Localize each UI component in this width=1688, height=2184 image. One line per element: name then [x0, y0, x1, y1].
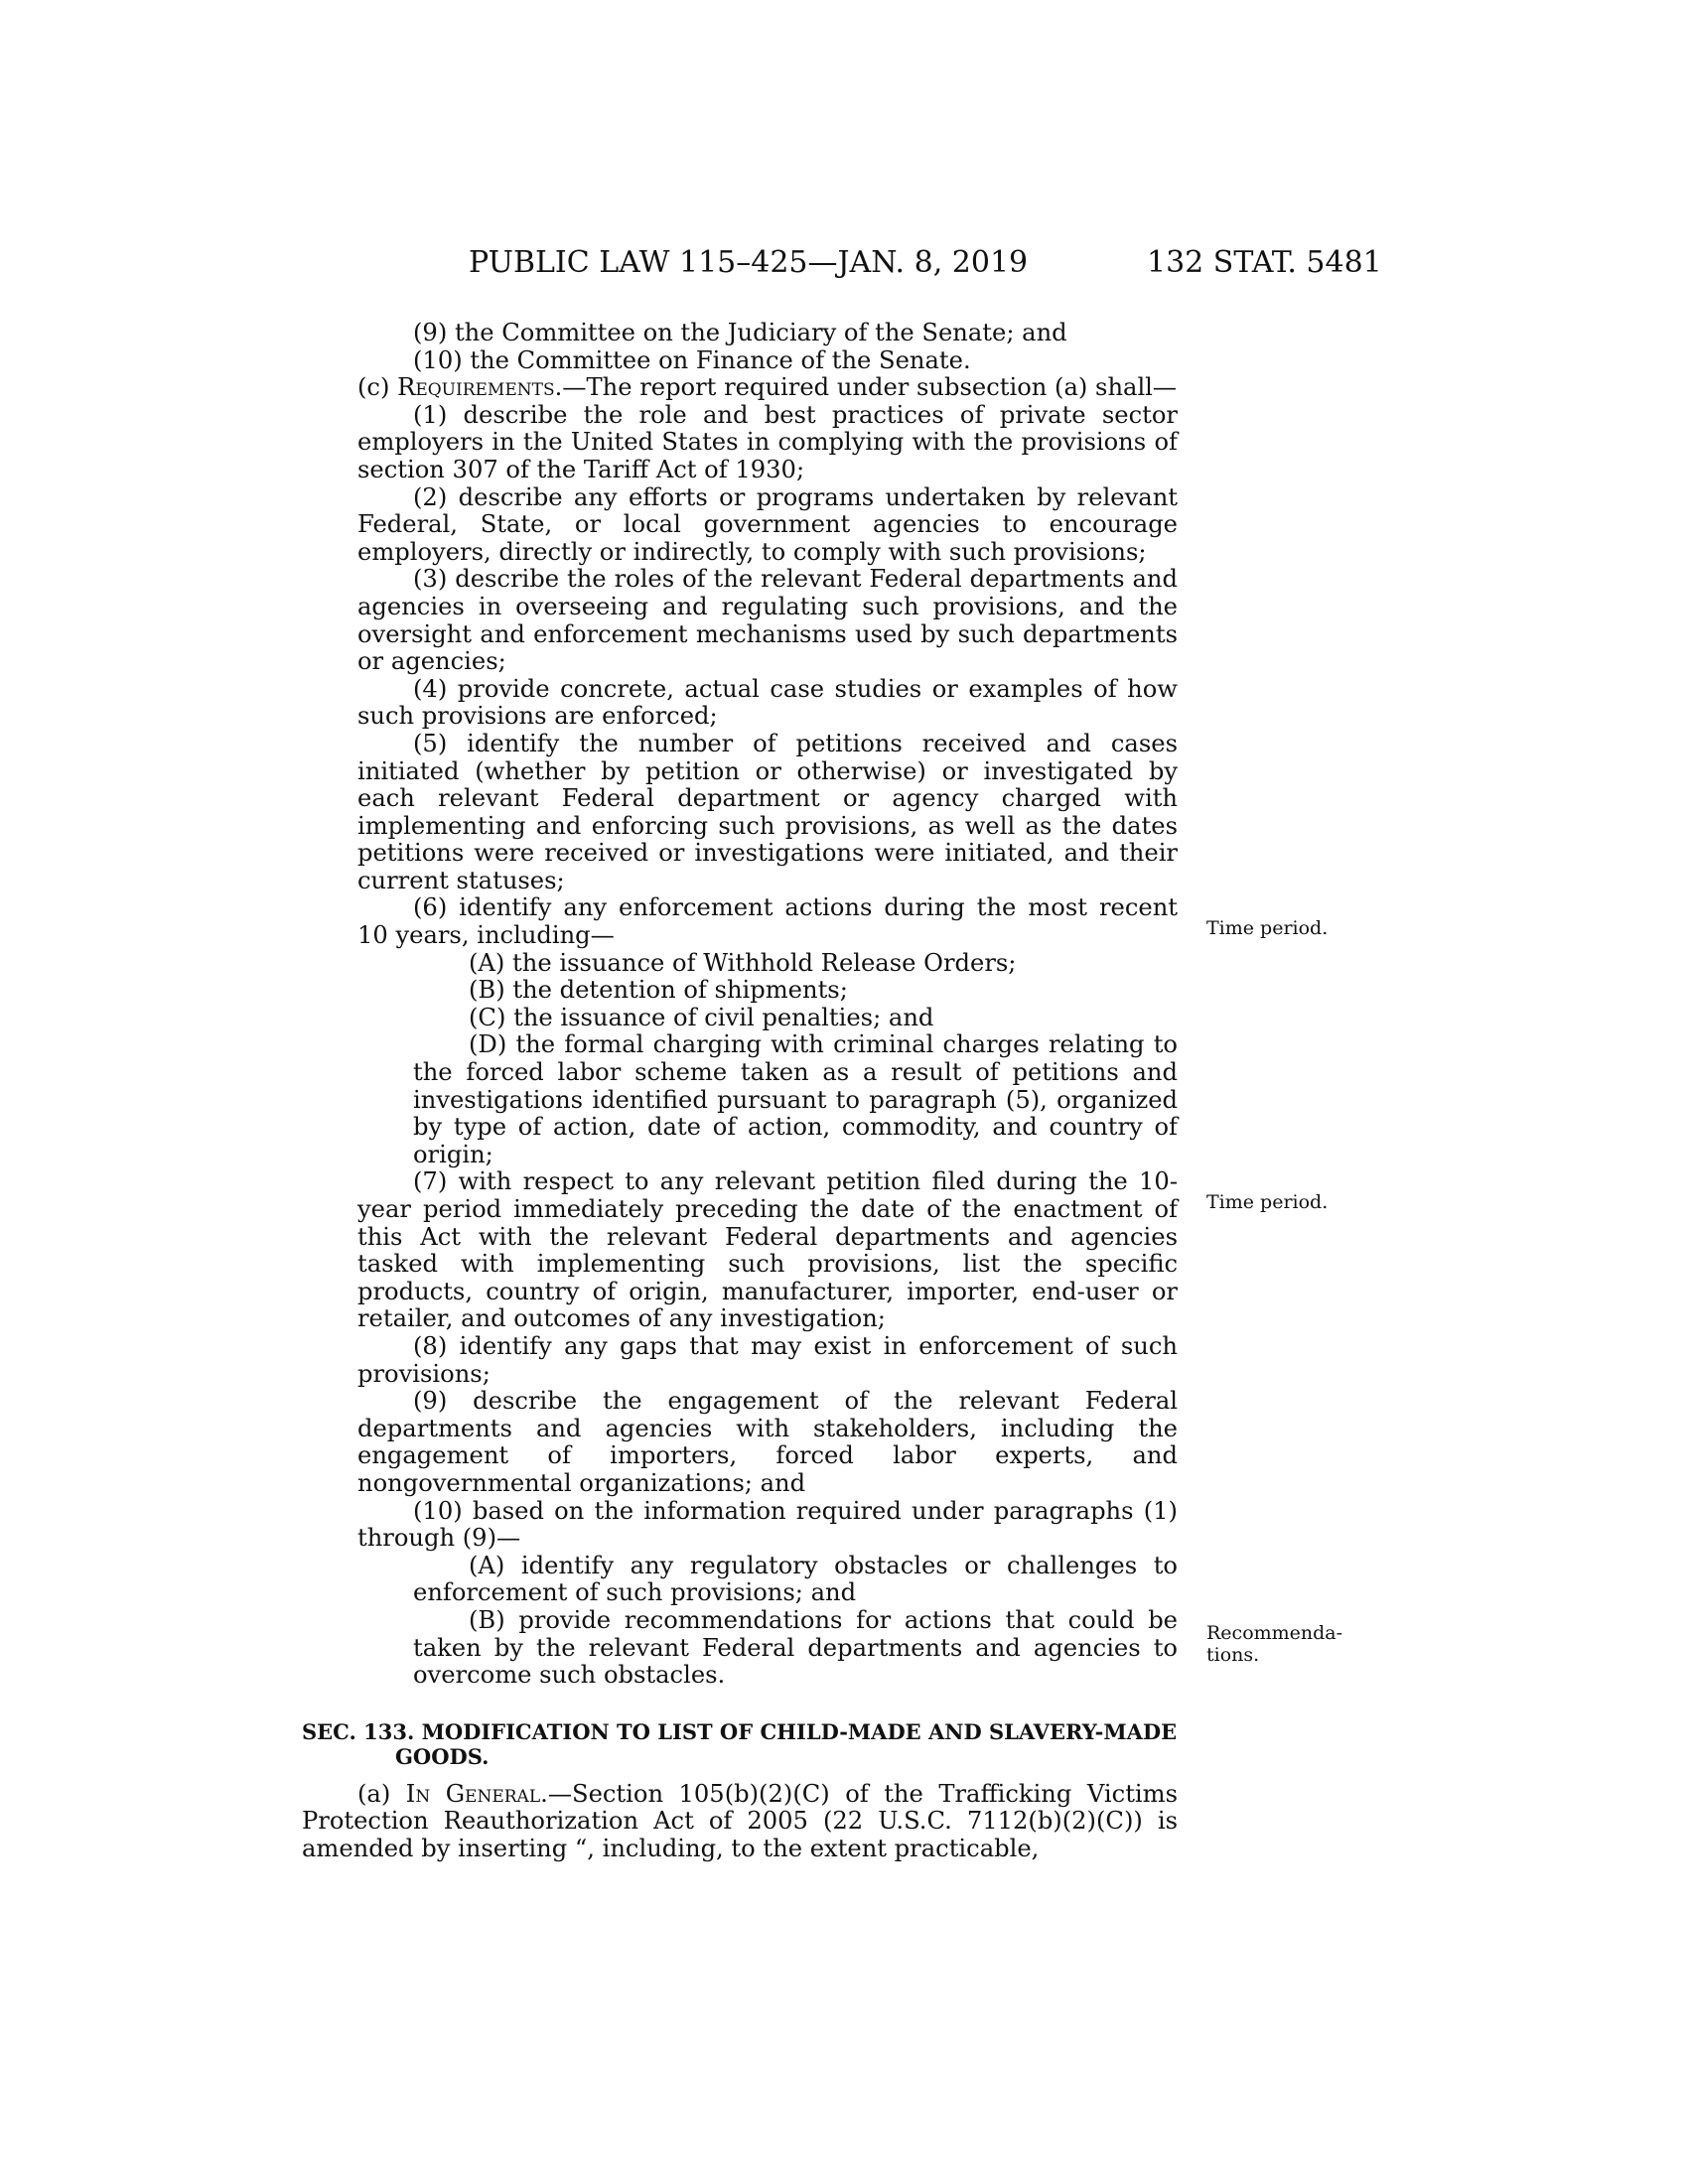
subsection-a: [302, 1781, 1178, 1863]
requirements-list: [302, 402, 1178, 950]
requirement-9: (9) describe the engagement of the relevant Federal departments and agencies with stakeholders, including the engagement of importers, forced labor experts, and nongovernmental organizations; and: [357, 1387, 1178, 1497]
statute-body: [302, 320, 1178, 1862]
requirement-10: (10) based on the information required under paragraphs (1) through (9)—: [357, 1496, 1178, 1553]
requirement-10-a: (A) identify any regulatory obstacles or challenges to enforcement of such provisions; and: [413, 1551, 1178, 1607]
requirement-6-c: (C) the issuance of civil penalties; and: [469, 1003, 934, 1031]
subsection-a-heading: In General: [405, 1779, 541, 1808]
requirement-4: (4) provide concrete, actual case studies or examples of how such provisions are enforced;: [357, 674, 1178, 731]
subsection-c-text: .—The report required under subsection (a) shall—: [554, 373, 1178, 402]
running-header-title: PUBLIC LAW 115–425—JAN. 8, 2019: [469, 245, 1029, 280]
paragraph-10-committee: (10) the Committee on Finance of the Senate.: [413, 345, 971, 374]
requirement-6-subitems: [302, 950, 1178, 1169]
margin-note-time-period: Time period.: [1206, 1191, 1329, 1213]
statute-page-number: 132 STAT. 5481: [1147, 245, 1382, 280]
section-133-heading: SEC. 133. MODIFICATION TO LIST OF CHILD-MADE AND SLAVERY-MADE GOODS.: [302, 1718, 1178, 1769]
requirement-10-subitems: [302, 1553, 1178, 1690]
requirement-6: (6) identify any enforcement actions during the most recent 10 years, including—: [357, 893, 1178, 950]
subsection-a-text: .—Section 105(b)(2)(C) of the Trafficking Victims Protection Reauthorization Act of 2005 (22 U.S.C. 7112(b)(2)(C)) is amended by inserting “, including, to the extent practicable,: [302, 1779, 1178, 1862]
subsection-c-label: (c): [357, 373, 398, 402]
subsection-c: [302, 374, 1178, 402]
margin-note-recommendations: Recommenda-tions.: [1206, 1622, 1343, 1666]
requirement-10-b: (B) provide recommendations for actions that could be taken by the relevant Federal departments and agencies to overcome such obstacles.: [413, 1605, 1178, 1690]
requirements-list-continued: [302, 1168, 1178, 1552]
requirement-8: (8) identify any gaps that may exist in enforcement of such provisions;: [357, 1331, 1178, 1388]
requirement-3: (3) describe the roles of the relevant Federal departments and agencies in overseeing and regulating such provisions, and the oversight and enforcement mechanisms used by such departments or agencies;: [357, 565, 1178, 676]
requirement-7: (7) with respect to any relevant petition filed during the 10-year period immediately preceding the date of the enactment of this Act with the relevant Federal departments and agencies tasked with implementing such provisions, list the specific products, country of origin, manufacturer, importer, end-user or retailer, and outcomes of any investigation;: [357, 1167, 1178, 1333]
margin-note-time-period: Time period.: [1206, 917, 1329, 939]
subsection-a-label: (a): [357, 1779, 406, 1808]
committee-list-end: [302, 320, 1178, 374]
requirement-5: (5) identify the number of petitions received and cases initiated (whether by petition or otherwise) or investigated by each relevant Federal department or agency charged with implementing and enforcing such provisions, as well as the dates petitions were received or investigations were initiated, and their current statuses;: [357, 729, 1178, 894]
subsection-c-heading: Requirements: [397, 373, 555, 402]
requirement-6-a: (A) the issuance of Withhold Release Orders;: [469, 948, 1017, 977]
requirement-6-d: (D) the formal charging with criminal charges relating to the forced labor scheme taken as a result of petitions and investigations identified pursuant to paragraph (5), organized by type of action, date of action, commodity, and country of origin;: [413, 1030, 1178, 1168]
requirement-1: (1) describe the role and best practices of private sector employers in the United States in complying with the provisions of section 307 of the Tariff Act of 1930;: [357, 400, 1178, 483]
requirement-2: (2) describe any efforts or programs undertaken by relevant Federal, State, or local government agencies to encourage employers, directly or indirectly, to comply with such provisions;: [357, 482, 1178, 566]
paragraph-9-committee: (9) the Committee on the Judiciary of the Senate; and: [413, 319, 1067, 346]
requirement-6-b: (B) the detention of shipments;: [469, 976, 848, 1005]
